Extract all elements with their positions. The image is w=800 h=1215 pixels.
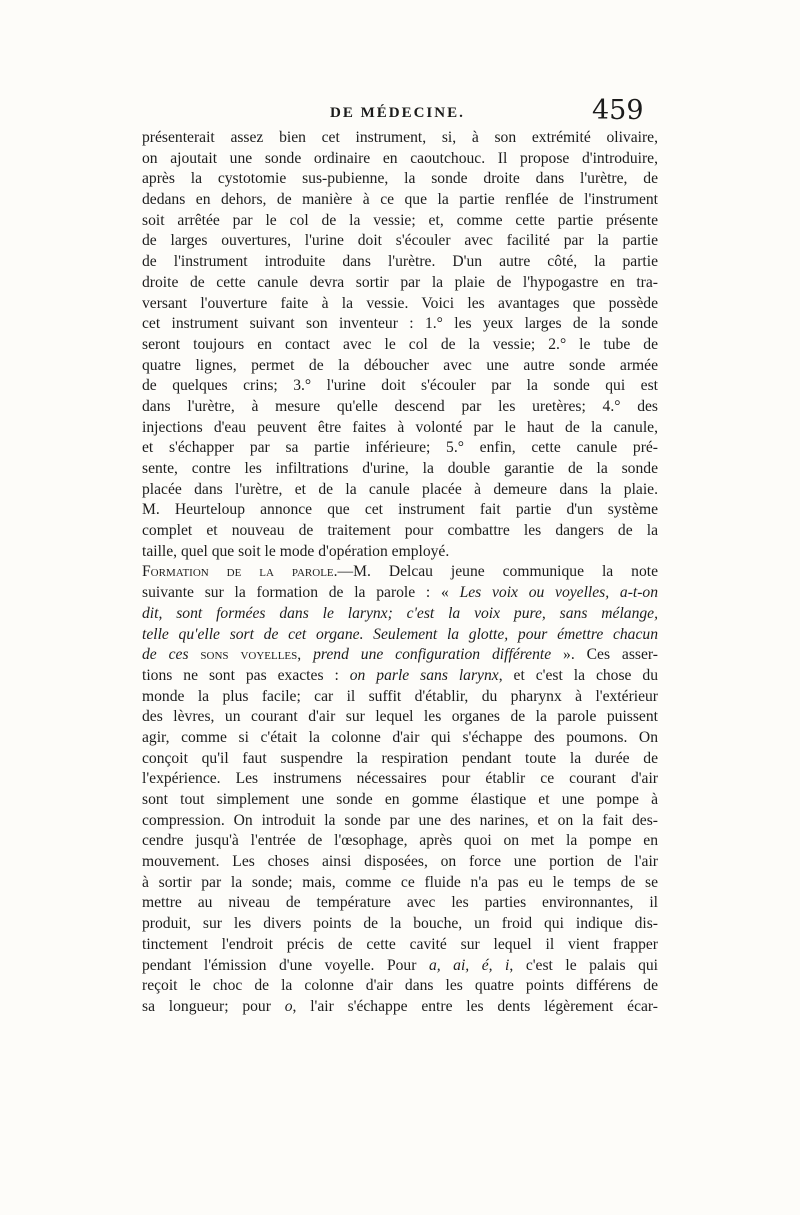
text-line: présenterait assez bien cet instrument, si, à son extrémité olivaire, bbox=[142, 129, 658, 146]
text-line: placée dans l'urètre, et de la canule placée à demeure dans la plaie. bbox=[142, 480, 658, 498]
text-line bbox=[142, 956, 658, 977]
small-caps-term: sons voyelles bbox=[200, 646, 298, 664]
text-fragment: tions ne sont pas exactes : bbox=[142, 666, 350, 684]
emphasis-italic: on parle sans larynx bbox=[349, 666, 499, 684]
text-line: reçoit le choc de la colonne d'air dans les quatre points différens de bbox=[142, 977, 658, 995]
text-line: telle qu'elle sort de cet organe. Seulement la glotte, pour émettre chacun bbox=[142, 625, 658, 643]
text-line: complet et nouveau de traitement pour combattre les dangers de la bbox=[142, 522, 658, 540]
text-fragment: , et c'est la chose du bbox=[498, 666, 658, 684]
text-line: sente, contre les infiltrations d'urine, la double garantie de la sonde bbox=[142, 460, 658, 477]
text-line: dedans en dehors, de manière à ce que la partie renflée de l'instrument bbox=[142, 191, 658, 209]
text-fragment: ». Ces asser- bbox=[551, 646, 658, 664]
running-head: DE MÉDECINE. bbox=[330, 105, 465, 121]
text-line: dans l'urètre, à mesure qu'elle descend par les uretères; 4.° des bbox=[142, 397, 658, 415]
text-fragment: de ces bbox=[142, 646, 201, 664]
text-line: monde la plus facile; car il suffit d'établir, du pharynx à l'extérieur bbox=[142, 687, 658, 705]
text-line: des lèvres, un courant d'air sur lequel les organes de la parole puissent bbox=[142, 708, 658, 726]
text-line: M. Heurteloup annonce que cet instrument fait partie d'un système bbox=[142, 501, 658, 519]
vowel-italic: o bbox=[284, 997, 293, 1015]
text-line bbox=[142, 583, 658, 604]
text-line: de larges ouvertures, l'urine doit s'écouler avec facilité par la partie bbox=[142, 232, 658, 250]
text-line: de l'instrument introduite dans l'urètre. D'un autre côté, la partie bbox=[142, 253, 658, 271]
text-line: sont tout simplement une sonde en gomme élastique et une pompe à bbox=[142, 791, 658, 808]
text-line: à sortir par la sonde; mais, comme ce fluide n'a pas eu le temps de se bbox=[142, 873, 658, 891]
quoted-italic: Les voix ou voyelles, a-t-on bbox=[459, 584, 658, 602]
text-line: agir, comme si c'était la colonne d'air qui s'échappe des poumons. On bbox=[142, 728, 658, 746]
text-fragment: , l'air s'échappe entre les dents légèrement écar- bbox=[292, 997, 658, 1015]
text-line: mouvement. Les choses ainsi disposées, on force une portion de l'air bbox=[142, 853, 658, 871]
text-line: on ajoutait une sonde ordinaire en caoutchouc. Il propose d'introduire, bbox=[142, 149, 658, 167]
text-line: tinctement l'endroit précis de cette cavité sur lequel il vient frapper bbox=[142, 935, 658, 953]
text-fragment: pendant l'émission d'une voyelle. Pour bbox=[142, 956, 429, 974]
text-fragment: , c'est le palais qui bbox=[509, 956, 658, 974]
section-heading: Formation de la parole. bbox=[142, 563, 338, 581]
text-line: produit, sur les divers points de la bouche, un froid qui indique dis- bbox=[142, 915, 658, 933]
text-fragment: —M. Delcau jeune communique la note bbox=[337, 563, 658, 581]
text-line: conçoit qu'il faut suspendre la respiration pendant toute la durée de bbox=[142, 749, 658, 767]
text-line: de quelques crins; 3.° l'urine doit s'écouler par la sonde qui est bbox=[142, 377, 658, 395]
text-line: quatre lignes, permet de la déboucher avec une autre sonde armée bbox=[142, 356, 658, 374]
text-line: et s'échapper par sa partie inférieure; 5.° enfin, cette canule pré- bbox=[142, 439, 658, 457]
text-line bbox=[142, 666, 658, 687]
text-line: mettre au niveau de température avec les parties environnantes, il bbox=[142, 894, 658, 912]
quoted-italic: prend une configuration différente bbox=[313, 646, 552, 664]
text-fragment: suivante sur la formation de la parole : « bbox=[142, 584, 460, 602]
text-line: cet instrument suivant son inventeur : 1.° les yeux larges de la sonde bbox=[142, 315, 658, 333]
text-line: seront toujours en contact avec le col de la vessie; 2.° le tube de bbox=[142, 335, 658, 353]
section-first-line bbox=[142, 562, 658, 583]
text-line: versant l'ouverture faite à la vessie. Voici les avantages que possède bbox=[142, 294, 658, 312]
text-fragment: sa longueur; pour bbox=[142, 997, 285, 1015]
text-fragment: , bbox=[297, 646, 314, 664]
vowels-italic: a, ai, é, i bbox=[428, 956, 510, 974]
text-line: taille, quel que soit le mode d'opération employé. bbox=[142, 542, 450, 560]
body-text bbox=[142, 128, 658, 1018]
text-line: l'expérience. Les instrumens nécessaires pour établir ce courant d'air bbox=[142, 770, 658, 788]
text-line: droite de cette canule devra sortir par la plaie de l'hypogastre en tra- bbox=[142, 273, 658, 291]
text-line: après la cystotomie sus-pubienne, la sonde droite dans l'urètre, de bbox=[142, 170, 658, 188]
text-line: injections d'eau peuvent être faites à volonté par le haut de la canule, bbox=[142, 418, 658, 436]
text-line: soit arrêtée par le col de la vessie; et, comme cette partie présente bbox=[142, 211, 658, 229]
text-line: cendre jusqu'à l'entrée de l'œsophage, après quoi on met la pompe en bbox=[142, 832, 658, 850]
text-line: dit, sont formées dans le larynx; c'est la voix pure, sans mélange, bbox=[142, 604, 658, 622]
text-line: compression. On introduit la sonde par une des narines, et on la fait des- bbox=[142, 811, 658, 829]
text-line bbox=[142, 645, 658, 666]
text-line bbox=[142, 997, 658, 1018]
page-number: 459 bbox=[592, 95, 644, 126]
